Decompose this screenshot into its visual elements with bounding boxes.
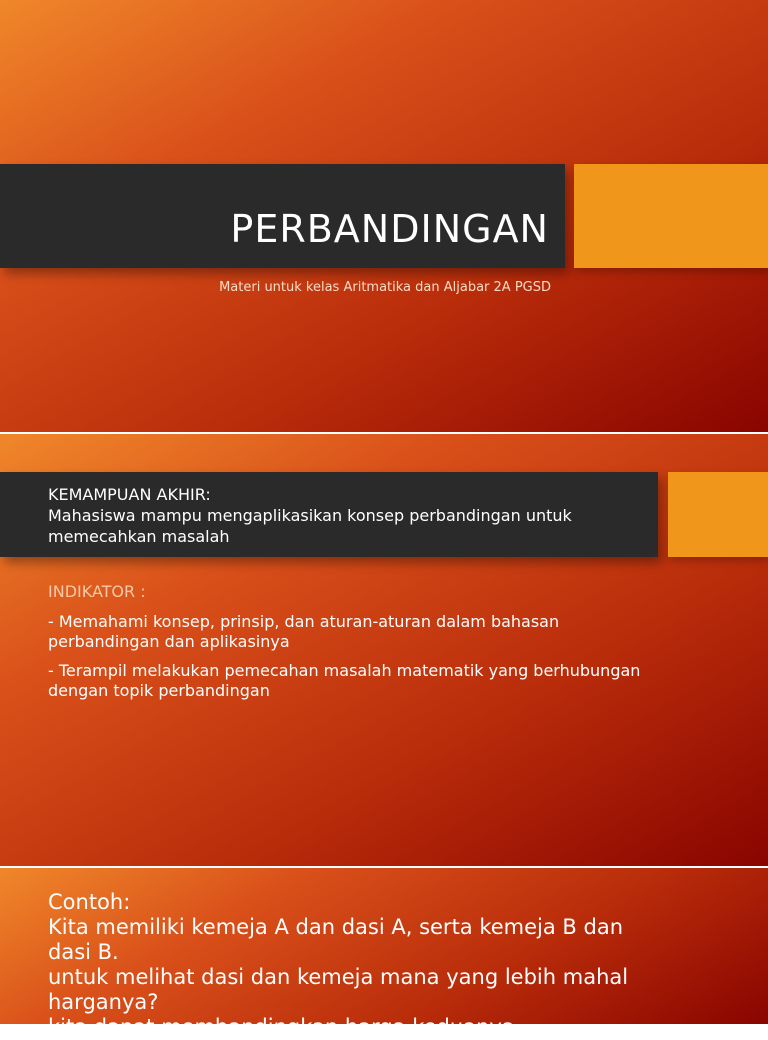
kemampuan-heading: KEMAMPUAN AKHIR: [48,485,211,504]
slide-title [0,0,768,432]
example-line: Kita memiliki kemeja A dan dasi A, serta kemeja B dan dasi B. [48,915,624,964]
example-line: kita dapat membandingkan harga keduanya [48,1015,515,1039]
slide-subtitle: Materi untuk kelas Aritmatika dan Aljabar 2A PGSD [219,280,551,295]
slide-example [0,868,768,1039]
indikator-item: - Memahami konsep, prinsip, dan aturan-aturan dalam bahasan perbandingan dan aplikasinya [48,612,560,651]
accent-block [668,472,768,557]
title-area [0,0,565,268]
slide-objectives [0,434,768,866]
accent-block [574,164,768,268]
indikator-item: - Terampil melakukan pemecahan masalah matematik yang berhubungan dengan topik perbandingan [48,661,641,700]
kemampuan-box [48,484,648,547]
example-line: untuk melihat dasi dan kemeja mana yang lebih mahal harganya? [48,965,629,1014]
example-text [48,890,648,1040]
indikator-heading: INDIKATOR : [48,582,146,601]
example-heading: Contoh: [48,890,131,914]
slide-title-text: PERBANDINGAN [230,207,549,251]
kemampuan-text: Mahasiswa mampu mengaplikasikan konsep perbandingan untuk memecahkan masalah [48,506,572,546]
